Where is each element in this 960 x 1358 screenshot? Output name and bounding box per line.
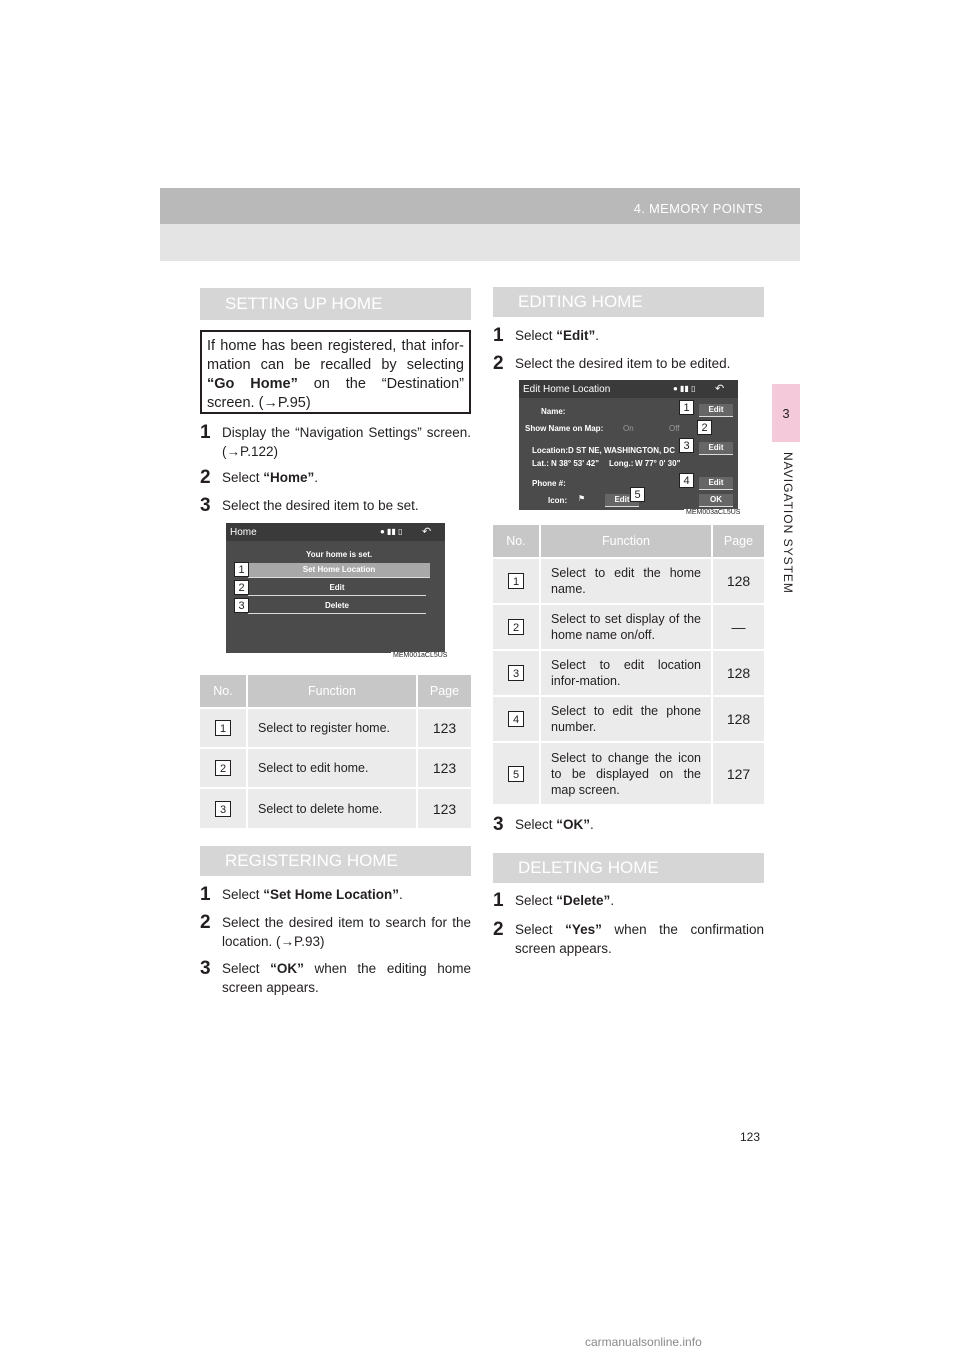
step-bold: “Home” — [263, 470, 315, 485]
row-number — [493, 742, 540, 804]
row-page: 123 — [417, 708, 471, 748]
step-3 — [200, 496, 471, 515]
step-bold: “OK” — [556, 817, 591, 832]
table-header-row — [200, 675, 471, 708]
row-function: Select to change the icon to be displayed on the map screen. — [540, 742, 712, 804]
step-bold: “OK” — [270, 961, 304, 976]
step-number: 2 — [493, 919, 504, 940]
icon-label: Icon: — [548, 496, 568, 505]
note-text: If home has been registered, that infor-mation can be recalled by selecting — [207, 338, 464, 373]
show-name-label: Show Name on Map: — [525, 424, 604, 433]
status-icons: ● ▮▮ ▯ — [673, 384, 696, 393]
step-bold: “Delete” — [556, 893, 611, 908]
step-text-end: . — [610, 893, 615, 908]
table-row — [493, 696, 764, 742]
table-row — [493, 604, 764, 650]
step-2 — [200, 913, 471, 951]
table-row — [200, 708, 471, 748]
callout-3: 3 — [679, 438, 694, 453]
row-number — [200, 748, 247, 788]
step-text: Select — [222, 961, 271, 976]
step-text: Select — [222, 470, 264, 485]
back-icon[interactable]: ↶ — [715, 383, 725, 395]
col-function: Function — [540, 525, 712, 558]
callout-1: 1 — [234, 562, 249, 577]
step-text: Select the desired item to be set. — [222, 498, 419, 513]
number-box: 1 — [215, 720, 231, 736]
step-1 — [200, 885, 471, 904]
col-no: No. — [200, 675, 247, 708]
screen-title: Home — [230, 527, 257, 538]
row-number — [200, 708, 247, 748]
step-number: 1 — [200, 422, 211, 443]
off-toggle[interactable]: Off — [669, 424, 680, 433]
row-page: 127 — [712, 742, 764, 804]
number-box: 3 — [508, 665, 524, 681]
callout-2: 2 — [697, 420, 712, 435]
table-row — [200, 788, 471, 828]
step-number: 1 — [493, 890, 504, 911]
row-function: Select to edit home. — [247, 748, 417, 788]
step-text: Select — [222, 887, 264, 902]
step-text: Select — [515, 893, 557, 908]
col-function: Function — [247, 675, 417, 708]
number-box: 5 — [508, 766, 524, 782]
step-text-end: . — [595, 328, 600, 343]
step-text: Display the “Navigation Settings” screen. (→P.122) — [222, 425, 471, 459]
image-code: MEM003aCL5US — [686, 509, 741, 516]
header-subband — [160, 224, 800, 261]
step-text: Select — [515, 328, 557, 343]
edit-phone-button[interactable]: Edit — [699, 477, 733, 490]
step-1 — [493, 326, 764, 345]
row-page: 128 — [712, 696, 764, 742]
row-number — [493, 604, 540, 650]
location-label: Location: — [532, 446, 568, 455]
row-page: 123 — [417, 748, 471, 788]
step-number: 2 — [200, 467, 211, 488]
number-box: 1 — [508, 573, 524, 589]
row-page: 128 — [712, 650, 764, 696]
info-note — [200, 330, 471, 414]
step-text-end: . — [590, 817, 594, 832]
back-icon[interactable]: ↶ — [422, 526, 432, 538]
note-text-end: on the “Destination” screen. (→P.95) — [207, 376, 465, 411]
footer-watermark[interactable]: carmanualsonline.info — [585, 1335, 702, 1349]
chapter-title: 4. MEMORY POINTS — [633, 201, 763, 216]
row-function: Select to edit the home name. — [540, 558, 712, 604]
number-box: 2 — [215, 760, 231, 776]
row-number — [200, 788, 247, 828]
table-row — [493, 650, 764, 696]
number-box: 2 — [508, 619, 524, 635]
table-row — [493, 558, 764, 604]
phone-label: Phone #: — [532, 479, 566, 488]
status-icons: ● ▮▮ ▯ — [380, 527, 403, 536]
page-number: 123 — [740, 1130, 761, 1144]
row-function: Select to delete home. — [247, 788, 417, 828]
edit-button[interactable]: Edit — [248, 581, 426, 596]
edit-name-button[interactable]: Edit — [699, 404, 733, 417]
screen-message: Your home is set. — [306, 550, 373, 559]
step-2 — [200, 468, 471, 487]
lat-value: N 38° 53' 42" — [551, 459, 600, 468]
step-1 — [200, 423, 471, 461]
editing-home-table — [493, 525, 764, 804]
row-number — [493, 696, 540, 742]
row-function: Select to set display of the home name on/off. — [540, 604, 712, 650]
step-3 — [493, 815, 764, 834]
screen-title: Edit Home Location — [523, 384, 611, 395]
number-box: 4 — [508, 711, 524, 727]
col-page: Page — [712, 525, 764, 558]
section-heading-registering-home: REGISTERING HOME — [200, 846, 471, 876]
location-value: D ST NE, WASHINGTON, DC — [568, 446, 675, 455]
step-text: Select the desired item to be edited. — [515, 356, 731, 371]
step-3 — [200, 959, 471, 997]
table-row — [200, 748, 471, 788]
ok-button[interactable]: OK — [699, 494, 733, 507]
col-no: No. — [493, 525, 540, 558]
step-text: Select the desired item to search for the location. (→P.93) — [222, 915, 471, 949]
long-label: Long.: — [609, 459, 634, 468]
step-text-end: when the confirmation screen appears. — [515, 922, 764, 956]
step-2 — [493, 354, 764, 373]
edit-location-button[interactable]: Edit — [699, 442, 733, 455]
step-number: 1 — [200, 884, 211, 905]
step-bold: “Yes” — [565, 922, 602, 937]
row-number — [493, 558, 540, 604]
step-1 — [493, 891, 764, 910]
step-text-end: when the editing home screen appears. — [222, 961, 471, 995]
table-row — [493, 742, 764, 804]
callout-5: 5 — [630, 487, 645, 502]
callout-3: 3 — [234, 598, 249, 613]
chapter-tab-label: NAVIGATION SYSTEM — [781, 452, 795, 594]
section-heading-editing-home: EDITING HOME — [493, 287, 764, 317]
step-number: 3 — [493, 814, 504, 835]
col-page: Page — [417, 675, 471, 708]
step-number: 2 — [200, 912, 211, 933]
screen-titlebar — [226, 523, 445, 541]
number-box: 3 — [215, 801, 231, 817]
row-function: Select to edit location infor-mation. — [540, 650, 712, 696]
callout-4: 4 — [679, 473, 694, 488]
image-code: MEM001aCL5US — [393, 652, 448, 659]
step-bold: “Edit” — [556, 328, 596, 343]
step-number: 3 — [200, 495, 211, 516]
home-screen-image — [226, 523, 445, 653]
row-number — [493, 650, 540, 696]
edit-home-location-screen — [519, 380, 738, 510]
callout-1: 1 — [679, 400, 694, 415]
row-function: Select to edit the phone number. — [540, 696, 712, 742]
row-function: Select to register home. — [247, 708, 417, 748]
map-icon-preview: ⚑ — [578, 494, 586, 503]
note-bold: “Go Home” — [207, 376, 298, 392]
set-home-location-button[interactable]: Set Home Location — [248, 563, 430, 578]
step-text-end: . — [314, 470, 319, 485]
setting-up-home-table — [200, 675, 471, 828]
delete-button[interactable]: Delete — [248, 599, 426, 614]
step-text: Select — [515, 922, 566, 937]
table-header-row — [493, 525, 764, 558]
step-number: 3 — [200, 958, 211, 979]
section-heading-deleting-home: DELETING HOME — [493, 853, 764, 883]
row-page: 123 — [417, 788, 471, 828]
chapter-tab-number: 3 — [772, 384, 800, 442]
edit-icon-button[interactable]: Edit — [605, 494, 639, 507]
row-page: 128 — [712, 558, 764, 604]
callout-2: 2 — [234, 580, 249, 595]
name-label: Name: — [541, 407, 566, 416]
step-text: Select — [515, 817, 557, 832]
step-2 — [493, 920, 764, 958]
step-number: 2 — [493, 353, 504, 374]
step-bold: “Set Home Location” — [263, 887, 400, 902]
step-number: 1 — [493, 325, 504, 346]
row-page: — — [712, 604, 764, 650]
on-toggle[interactable]: On — [623, 424, 634, 433]
long-value: W 77° 0' 30" — [635, 459, 681, 468]
lat-label: Lat.: — [532, 459, 549, 468]
step-text-end: . — [399, 887, 403, 902]
section-heading-setting-up-home: SETTING UP HOME — [200, 288, 471, 320]
